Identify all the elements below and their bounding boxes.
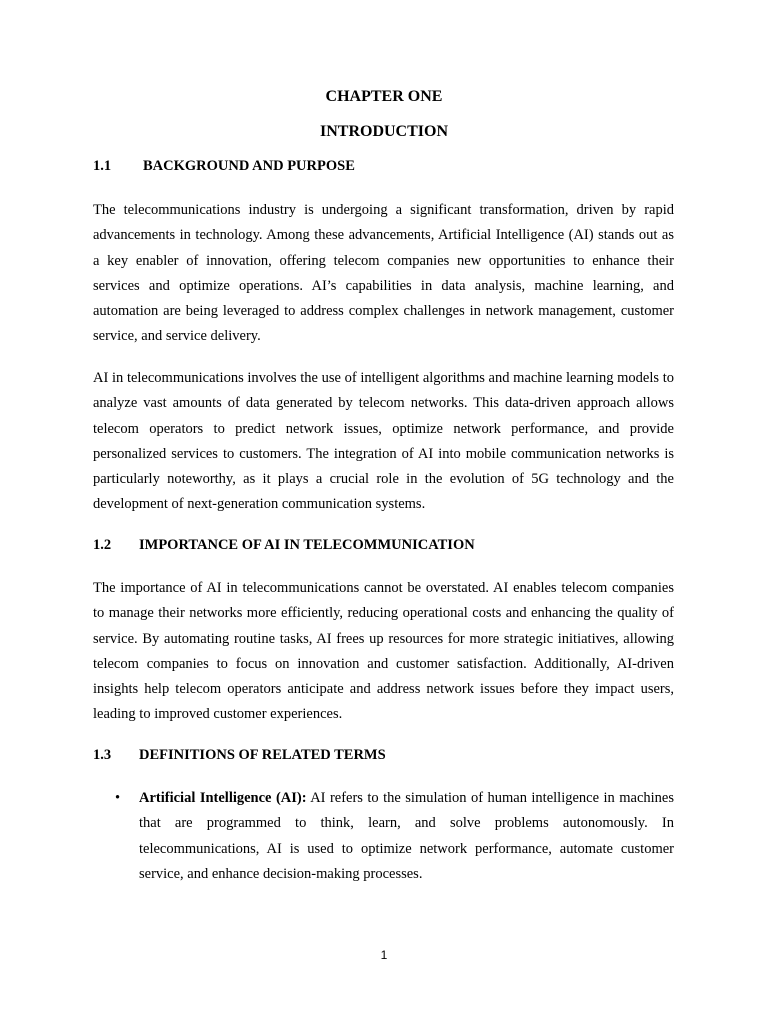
chapter-title: CHAPTER ONE xyxy=(325,88,443,105)
section-heading-1-2 xyxy=(93,537,475,554)
section-number: 1.2 xyxy=(93,537,112,553)
paragraph-background: The telecommunications industry is undergoing a significant transformation, driven by rapid advancements in technology. Among these advancements, Artificial Intelligence (AI) stands out as a key enabler of innovation, offering telecom companies new opportunities to enhance their services and optimize operations. AI’s capabilities in data analysis, machine learning, and automation are being leveraged to address complex challenges in network management, customer service, and service delivery. xyxy=(93,202,674,345)
section-heading-1-1 xyxy=(93,158,355,175)
section-title: BACKGROUND AND PURPOSE xyxy=(143,158,355,174)
definition-term: Artificial Intelligence (AI): xyxy=(139,790,307,806)
bullet-icon: • xyxy=(115,790,121,806)
paragraph-ai-in-telecom: AI in telecommunications involves the use of intelligent algorithms and machine learning models to analyze vast amounts of data generated by telecom networks. This data-driven approach allows telecom operators to predict network issues, optimize network performance, and provide personalized services to customers. The integration of AI into mobile communication networks is particularly noteworthy, as it plays a crucial role in the evolution of 5G technology and the development of next-generation communication systems. xyxy=(93,370,674,513)
paragraph-importance: The importance of AI in telecommunications cannot be overstated. AI enables telecom companies to manage their networks more efficiently, reducing operational costs and enhancing the quality of service. By automating routine tasks, AI frees up resources for more strategic initiatives, allowing telecom companies to focus on innovation and customer satisfaction. Additionally, AI-driven insights help telecom operators anticipate and address network issues before they impact users, leading to improved customer experiences. xyxy=(93,580,674,723)
section-number: 1.3 xyxy=(93,747,112,763)
section-heading-1-3 xyxy=(93,747,386,764)
definition-text: AI refers to the simulation of human intelligence in machines that are programmed to think, learn, and solve problems autonomously. In telecommunications, AI is used to optimize network performance, automate customer service, and enhance decision-making processes. xyxy=(139,790,674,882)
section-number: 1.1 xyxy=(93,158,112,174)
list-item xyxy=(93,786,674,887)
definitions-list xyxy=(93,786,674,887)
page-number: 1 xyxy=(380,948,388,962)
section-title: DEFINITIONS OF RELATED TERMS xyxy=(139,747,386,763)
section-title: IMPORTANCE OF AI IN TELECOMMUNICATION xyxy=(139,537,475,553)
chapter-subtitle: INTRODUCTION xyxy=(319,123,448,140)
